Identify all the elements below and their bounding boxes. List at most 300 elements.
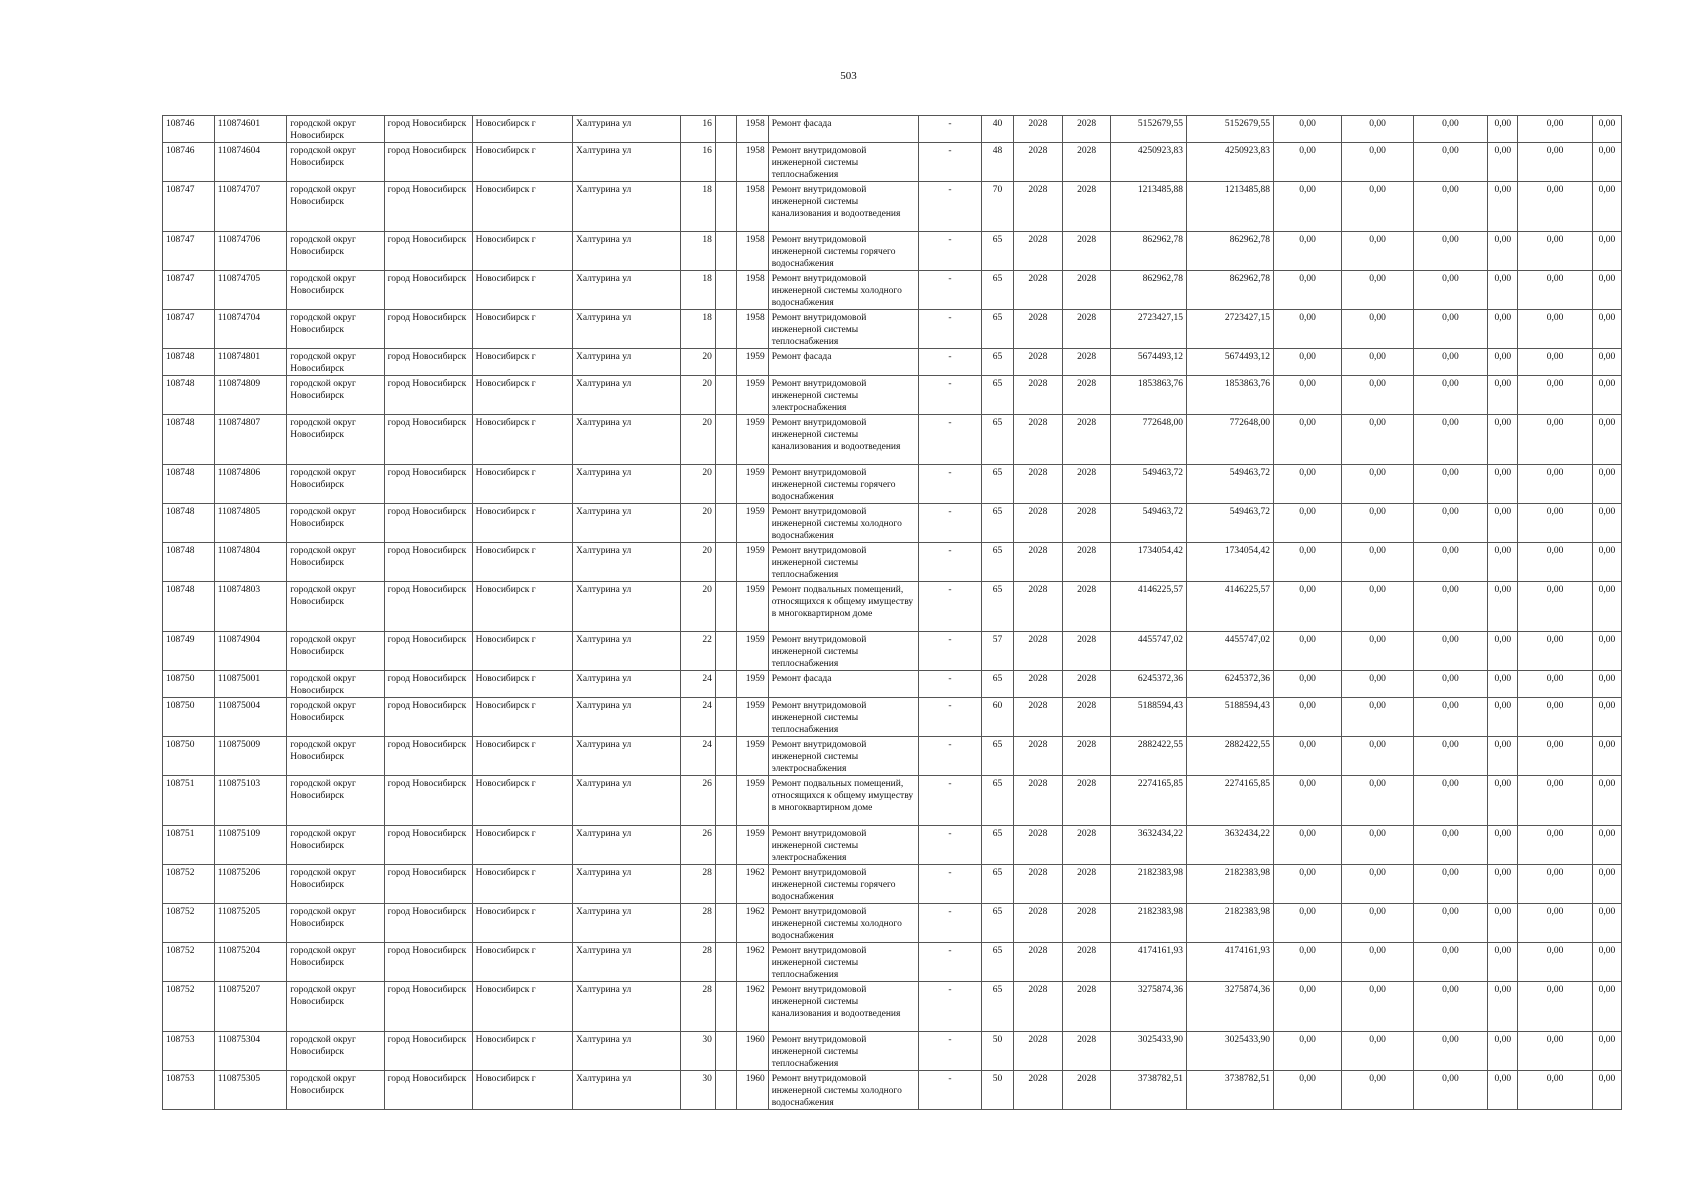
work-type-cell: Ремонт внутридомовой инженерной системы теплоснабжения (768, 943, 918, 982)
blank-cell (715, 698, 736, 737)
budget-3-cell: 0,00 (1413, 1032, 1488, 1071)
budget-6-cell: 0,00 (1592, 1071, 1621, 1110)
plan-end-year-cell: 2028 (1062, 182, 1111, 232)
table-row (163, 310, 1622, 349)
plan-end-year-cell: 2028 (1062, 1032, 1111, 1071)
dash-cell: - (918, 943, 981, 982)
build-year-cell: 1959 (736, 737, 768, 776)
locality-cell: Новосибирск г (472, 632, 572, 671)
budget-2-cell: 0,00 (1342, 632, 1413, 671)
plan-end-year-cell: 2028 (1062, 232, 1111, 271)
budget-5-cell: 0,00 (1518, 143, 1593, 182)
budget-3-cell: 0,00 (1413, 1071, 1488, 1110)
wear-percent-cell: 65 (982, 349, 1014, 376)
street-cell: Халтурина ул (573, 349, 681, 376)
budget-2-cell: 0,00 (1342, 582, 1413, 632)
settlement-cell: город Новосибирск (384, 310, 472, 349)
total-cost-cell: 6245372,36 (1111, 671, 1187, 698)
work-code-cell: 110875103 (214, 776, 286, 826)
budget-6-cell: 0,00 (1592, 632, 1621, 671)
table-row (163, 982, 1622, 1032)
work-type-cell: Ремонт внутридомовой инженерной системы электроснабжения (768, 826, 918, 865)
total-cost-cell: 5152679,55 (1111, 116, 1187, 143)
total-cost-cell: 3275874,36 (1111, 982, 1187, 1032)
budget-2-cell: 0,00 (1342, 310, 1413, 349)
budget-5-cell: 0,00 (1518, 465, 1593, 504)
wear-percent-cell: 65 (982, 271, 1014, 310)
budget-4-cell: 0,00 (1488, 737, 1518, 776)
blank-cell (715, 632, 736, 671)
budget-2-cell: 0,00 (1342, 671, 1413, 698)
dash-cell: - (918, 415, 981, 465)
street-cell: Халтурина ул (573, 504, 681, 543)
budget-1-cell: 0,00 (1273, 310, 1341, 349)
locality-cell: Новосибирск г (472, 904, 572, 943)
budget-6-cell: 0,00 (1592, 116, 1621, 143)
work-type-cell: Ремонт внутридомовой инженерной системы теплоснабжения (768, 543, 918, 582)
district-cell: городской округ Новосибирск (287, 349, 384, 376)
table-row (163, 671, 1622, 698)
street-cell: Халтурина ул (573, 737, 681, 776)
work-type-cell: Ремонт внутридомовой инженерной системы горячего водоснабжения (768, 865, 918, 904)
budget-2-cell: 0,00 (1342, 349, 1413, 376)
dash-cell: - (918, 826, 981, 865)
plan-end-year-cell: 2028 (1062, 982, 1111, 1032)
budget-6-cell: 0,00 (1592, 271, 1621, 310)
locality-cell: Новосибирск г (472, 865, 572, 904)
house-number-cell: 20 (680, 415, 715, 465)
page-number: 503 (840, 70, 857, 82)
house-number-cell: 16 (680, 143, 715, 182)
budget-5-cell: 0,00 (1518, 632, 1593, 671)
house-number-cell: 20 (680, 376, 715, 415)
plan-end-year-cell: 2028 (1062, 116, 1111, 143)
total-cost-cell: 862962,78 (1111, 232, 1187, 271)
table-row (163, 415, 1622, 465)
budget-4-cell: 0,00 (1488, 349, 1518, 376)
settlement-cell: город Новосибирск (384, 465, 472, 504)
total-cost-cell: 2182383,98 (1111, 904, 1187, 943)
build-year-cell: 1959 (736, 582, 768, 632)
blank-cell (715, 1032, 736, 1071)
house-number-cell: 18 (680, 182, 715, 232)
plan-end-year-cell: 2028 (1062, 865, 1111, 904)
budget-6-cell: 0,00 (1592, 865, 1621, 904)
total-cost-cell: 4146225,57 (1111, 582, 1187, 632)
district-cell: городской округ Новосибирск (287, 737, 384, 776)
fund-cost-cell: 1734054,42 (1186, 543, 1273, 582)
fund-cost-cell: 6245372,36 (1186, 671, 1273, 698)
fund-cost-cell: 1213485,88 (1186, 182, 1273, 232)
plan-start-year-cell: 2028 (1014, 776, 1063, 826)
settlement-cell: город Новосибирск (384, 1032, 472, 1071)
street-cell: Халтурина ул (573, 982, 681, 1032)
work-type-cell: Ремонт внутридомовой инженерной системы теплоснабжения (768, 143, 918, 182)
fund-cost-cell: 3632434,22 (1186, 826, 1273, 865)
build-year-cell: 1959 (736, 415, 768, 465)
district-cell: городской округ Новосибирск (287, 543, 384, 582)
wear-percent-cell: 65 (982, 582, 1014, 632)
table-row (163, 116, 1622, 143)
fund-cost-cell: 549463,72 (1186, 504, 1273, 543)
plan-end-year-cell: 2028 (1062, 271, 1111, 310)
locality-cell: Новосибирск г (472, 1071, 572, 1110)
budget-1-cell: 0,00 (1273, 465, 1341, 504)
work-code-cell: 110874904 (214, 632, 286, 671)
plan-start-year-cell: 2028 (1014, 415, 1063, 465)
plan-start-year-cell: 2028 (1014, 943, 1063, 982)
plan-start-year-cell: 2028 (1014, 271, 1063, 310)
budget-2-cell: 0,00 (1342, 182, 1413, 232)
house-number-cell: 20 (680, 465, 715, 504)
work-code-cell: 110874707 (214, 182, 286, 232)
district-cell: городской округ Новосибирск (287, 582, 384, 632)
wear-percent-cell: 65 (982, 310, 1014, 349)
budget-1-cell: 0,00 (1273, 143, 1341, 182)
plan-end-year-cell: 2028 (1062, 415, 1111, 465)
settlement-cell: город Новосибирск (384, 271, 472, 310)
object-id-cell: 108748 (163, 376, 215, 415)
budget-1-cell: 0,00 (1273, 982, 1341, 1032)
total-cost-cell: 4250923,83 (1111, 143, 1187, 182)
budget-4-cell: 0,00 (1488, 116, 1518, 143)
budget-5-cell: 0,00 (1518, 904, 1593, 943)
object-id-cell: 108748 (163, 415, 215, 465)
budget-1-cell: 0,00 (1273, 776, 1341, 826)
plan-start-year-cell: 2028 (1014, 232, 1063, 271)
work-code-cell: 110874601 (214, 116, 286, 143)
district-cell: городской округ Новосибирск (287, 865, 384, 904)
blank-cell (715, 182, 736, 232)
wear-percent-cell: 48 (982, 143, 1014, 182)
plan-end-year-cell: 2028 (1062, 904, 1111, 943)
table-row (163, 1071, 1622, 1110)
house-number-cell: 30 (680, 1071, 715, 1110)
budget-6-cell: 0,00 (1592, 310, 1621, 349)
blank-cell (715, 232, 736, 271)
budget-2-cell: 0,00 (1342, 982, 1413, 1032)
locality-cell: Новосибирск г (472, 504, 572, 543)
dash-cell: - (918, 182, 981, 232)
budget-5-cell: 0,00 (1518, 865, 1593, 904)
plan-end-year-cell: 2028 (1062, 1071, 1111, 1110)
object-id-cell: 108747 (163, 271, 215, 310)
street-cell: Халтурина ул (573, 865, 681, 904)
budget-2-cell: 0,00 (1342, 543, 1413, 582)
locality-cell: Новосибирск г (472, 698, 572, 737)
build-year-cell: 1959 (736, 776, 768, 826)
budget-5-cell: 0,00 (1518, 349, 1593, 376)
district-cell: городской округ Новосибирск (287, 232, 384, 271)
locality-cell: Новосибирск г (472, 582, 572, 632)
dash-cell: - (918, 116, 981, 143)
wear-percent-cell: 65 (982, 543, 1014, 582)
street-cell: Халтурина ул (573, 698, 681, 737)
work-type-cell: Ремонт внутридомовой инженерной системы горячего водоснабжения (768, 232, 918, 271)
object-id-cell: 108753 (163, 1071, 215, 1110)
object-id-cell: 108752 (163, 982, 215, 1032)
blank-cell (715, 116, 736, 143)
fund-cost-cell: 772648,00 (1186, 415, 1273, 465)
fund-cost-cell: 4174161,93 (1186, 943, 1273, 982)
plan-start-year-cell: 2028 (1014, 582, 1063, 632)
budget-1-cell: 0,00 (1273, 116, 1341, 143)
budget-4-cell: 0,00 (1488, 943, 1518, 982)
table-row (163, 1032, 1622, 1071)
table-row (163, 904, 1622, 943)
fund-cost-cell: 3025433,90 (1186, 1032, 1273, 1071)
work-code-cell: 110875207 (214, 982, 286, 1032)
blank-cell (715, 982, 736, 1032)
budget-3-cell: 0,00 (1413, 543, 1488, 582)
table-row (163, 776, 1622, 826)
table-row (163, 465, 1622, 504)
settlement-cell: город Новосибирск (384, 904, 472, 943)
blank-cell (715, 943, 736, 982)
blank-cell (715, 349, 736, 376)
settlement-cell: город Новосибирск (384, 504, 472, 543)
fund-cost-cell: 4146225,57 (1186, 582, 1273, 632)
wear-percent-cell: 65 (982, 232, 1014, 271)
locality-cell: Новосибирск г (472, 182, 572, 232)
house-number-cell: 26 (680, 776, 715, 826)
work-type-cell: Ремонт фасада (768, 671, 918, 698)
object-id-cell: 108751 (163, 776, 215, 826)
budget-1-cell: 0,00 (1273, 904, 1341, 943)
house-number-cell: 24 (680, 671, 715, 698)
settlement-cell: город Новосибирск (384, 376, 472, 415)
street-cell: Халтурина ул (573, 826, 681, 865)
build-year-cell: 1958 (736, 143, 768, 182)
budget-5-cell: 0,00 (1518, 504, 1593, 543)
blank-cell (715, 737, 736, 776)
object-id-cell: 108753 (163, 1032, 215, 1071)
plan-end-year-cell: 2028 (1062, 582, 1111, 632)
work-type-cell: Ремонт внутридомовой инженерной системы электроснабжения (768, 376, 918, 415)
work-code-cell: 110875109 (214, 826, 286, 865)
plan-end-year-cell: 2028 (1062, 698, 1111, 737)
fund-cost-cell: 549463,72 (1186, 465, 1273, 504)
budget-4-cell: 0,00 (1488, 310, 1518, 349)
work-type-cell: Ремонт внутридомовой инженерной системы теплоснабжения (768, 310, 918, 349)
work-type-cell: Ремонт подвальных помещений, относящихся к общему имуществу в многоквартирном доме (768, 776, 918, 826)
work-type-cell: Ремонт подвальных помещений, относящихся к общему имуществу в многоквартирном доме (768, 582, 918, 632)
blank-cell (715, 582, 736, 632)
locality-cell: Новосибирск г (472, 349, 572, 376)
budget-1-cell: 0,00 (1273, 543, 1341, 582)
build-year-cell: 1958 (736, 310, 768, 349)
plan-start-year-cell: 2028 (1014, 632, 1063, 671)
street-cell: Халтурина ул (573, 271, 681, 310)
build-year-cell: 1959 (736, 376, 768, 415)
budget-6-cell: 0,00 (1592, 776, 1621, 826)
fund-cost-cell: 4250923,83 (1186, 143, 1273, 182)
district-cell: городской округ Новосибирск (287, 1071, 384, 1110)
dash-cell: - (918, 376, 981, 415)
budget-1-cell: 0,00 (1273, 582, 1341, 632)
table-row (163, 143, 1622, 182)
work-type-cell: Ремонт фасада (768, 116, 918, 143)
settlement-cell: город Новосибирск (384, 415, 472, 465)
work-code-cell: 110874704 (214, 310, 286, 349)
street-cell: Халтурина ул (573, 143, 681, 182)
budget-3-cell: 0,00 (1413, 232, 1488, 271)
budget-5-cell: 0,00 (1518, 671, 1593, 698)
budget-1-cell: 0,00 (1273, 943, 1341, 982)
table-row (163, 504, 1622, 543)
plan-end-year-cell: 2028 (1062, 504, 1111, 543)
work-code-cell: 110875304 (214, 1032, 286, 1071)
settlement-cell: город Новосибирск (384, 543, 472, 582)
house-number-cell: 24 (680, 737, 715, 776)
table-row (163, 349, 1622, 376)
table-row (163, 737, 1622, 776)
budget-1-cell: 0,00 (1273, 271, 1341, 310)
house-number-cell: 26 (680, 826, 715, 865)
budget-6-cell: 0,00 (1592, 826, 1621, 865)
build-year-cell: 1958 (736, 116, 768, 143)
dash-cell: - (918, 143, 981, 182)
plan-start-year-cell: 2028 (1014, 504, 1063, 543)
budget-6-cell: 0,00 (1592, 143, 1621, 182)
budget-5-cell: 0,00 (1518, 271, 1593, 310)
locality-cell: Новосибирск г (472, 982, 572, 1032)
street-cell: Халтурина ул (573, 465, 681, 504)
budget-6-cell: 0,00 (1592, 415, 1621, 465)
budget-3-cell: 0,00 (1413, 116, 1488, 143)
plan-start-year-cell: 2028 (1014, 310, 1063, 349)
blank-cell (715, 271, 736, 310)
build-year-cell: 1962 (736, 865, 768, 904)
budget-5-cell: 0,00 (1518, 698, 1593, 737)
settlement-cell: город Новосибирск (384, 982, 472, 1032)
work-type-cell: Ремонт внутридомовой инженерной системы горячего водоснабжения (768, 465, 918, 504)
wear-percent-cell: 70 (982, 182, 1014, 232)
settlement-cell: город Новосибирск (384, 232, 472, 271)
street-cell: Халтурина ул (573, 182, 681, 232)
plan-start-year-cell: 2028 (1014, 1032, 1063, 1071)
budget-4-cell: 0,00 (1488, 232, 1518, 271)
street-cell: Халтурина ул (573, 415, 681, 465)
budget-4-cell: 0,00 (1488, 776, 1518, 826)
budget-4-cell: 0,00 (1488, 465, 1518, 504)
house-number-cell: 28 (680, 943, 715, 982)
build-year-cell: 1958 (736, 182, 768, 232)
work-code-cell: 110874604 (214, 143, 286, 182)
work-code-cell: 110874801 (214, 349, 286, 376)
object-id-cell: 108750 (163, 671, 215, 698)
dash-cell: - (918, 698, 981, 737)
budget-4-cell: 0,00 (1488, 271, 1518, 310)
build-year-cell: 1959 (736, 349, 768, 376)
blank-cell (715, 1071, 736, 1110)
wear-percent-cell: 65 (982, 904, 1014, 943)
district-cell: городской округ Новосибирск (287, 143, 384, 182)
street-cell: Халтурина ул (573, 1071, 681, 1110)
dash-cell: - (918, 632, 981, 671)
budget-6-cell: 0,00 (1592, 543, 1621, 582)
dash-cell: - (918, 543, 981, 582)
street-cell: Халтурина ул (573, 116, 681, 143)
street-cell: Халтурина ул (573, 904, 681, 943)
locality-cell: Новосибирск г (472, 376, 572, 415)
budget-5-cell: 0,00 (1518, 415, 1593, 465)
budget-4-cell: 0,00 (1488, 376, 1518, 415)
work-type-cell: Ремонт фасада (768, 349, 918, 376)
plan-end-year-cell: 2028 (1062, 349, 1111, 376)
plan-start-year-cell: 2028 (1014, 116, 1063, 143)
budget-2-cell: 0,00 (1342, 865, 1413, 904)
dash-cell: - (918, 465, 981, 504)
budget-2-cell: 0,00 (1342, 271, 1413, 310)
wear-percent-cell: 50 (982, 1032, 1014, 1071)
object-id-cell: 108748 (163, 543, 215, 582)
budget-4-cell: 0,00 (1488, 1032, 1518, 1071)
budget-6-cell: 0,00 (1592, 904, 1621, 943)
district-cell: городской округ Новосибирск (287, 465, 384, 504)
total-cost-cell: 4455747,02 (1111, 632, 1187, 671)
settlement-cell: город Новосибирск (384, 1071, 472, 1110)
wear-percent-cell: 65 (982, 982, 1014, 1032)
total-cost-cell: 5674493,12 (1111, 349, 1187, 376)
work-code-cell: 110874805 (214, 504, 286, 543)
locality-cell: Новосибирск г (472, 543, 572, 582)
district-cell: городской округ Новосибирск (287, 376, 384, 415)
dash-cell: - (918, 865, 981, 904)
blank-cell (715, 543, 736, 582)
locality-cell: Новосибирск г (472, 415, 572, 465)
district-cell: городской округ Новосибирск (287, 504, 384, 543)
work-code-cell: 110875009 (214, 737, 286, 776)
budget-3-cell: 0,00 (1413, 982, 1488, 1032)
street-cell: Халтурина ул (573, 543, 681, 582)
wear-percent-cell: 40 (982, 116, 1014, 143)
budget-3-cell: 0,00 (1413, 376, 1488, 415)
budget-5-cell: 0,00 (1518, 376, 1593, 415)
budget-4-cell: 0,00 (1488, 826, 1518, 865)
registry-table (162, 115, 1622, 1110)
plan-end-year-cell: 2028 (1062, 143, 1111, 182)
plan-start-year-cell: 2028 (1014, 543, 1063, 582)
build-year-cell: 1960 (736, 1032, 768, 1071)
table-row (163, 543, 1622, 582)
total-cost-cell: 4174161,93 (1111, 943, 1187, 982)
work-code-cell: 110874809 (214, 376, 286, 415)
build-year-cell: 1959 (736, 826, 768, 865)
settlement-cell: город Новосибирск (384, 182, 472, 232)
budget-2-cell: 0,00 (1342, 904, 1413, 943)
plan-start-year-cell: 2028 (1014, 982, 1063, 1032)
budget-3-cell: 0,00 (1413, 504, 1488, 543)
plan-start-year-cell: 2028 (1014, 349, 1063, 376)
object-id-cell: 108748 (163, 465, 215, 504)
work-code-cell: 110874803 (214, 582, 286, 632)
plan-end-year-cell: 2028 (1062, 943, 1111, 982)
locality-cell: Новосибирск г (472, 310, 572, 349)
work-code-cell: 110875004 (214, 698, 286, 737)
budget-5-cell: 0,00 (1518, 1071, 1593, 1110)
object-id-cell: 108749 (163, 632, 215, 671)
street-cell: Халтурина ул (573, 776, 681, 826)
settlement-cell: город Новосибирск (384, 698, 472, 737)
wear-percent-cell: 65 (982, 737, 1014, 776)
settlement-cell: город Новосибирск (384, 582, 472, 632)
district-cell: городской округ Новосибирск (287, 271, 384, 310)
plan-start-year-cell: 2028 (1014, 904, 1063, 943)
house-number-cell: 18 (680, 232, 715, 271)
house-number-cell: 28 (680, 982, 715, 1032)
fund-cost-cell: 3275874,36 (1186, 982, 1273, 1032)
